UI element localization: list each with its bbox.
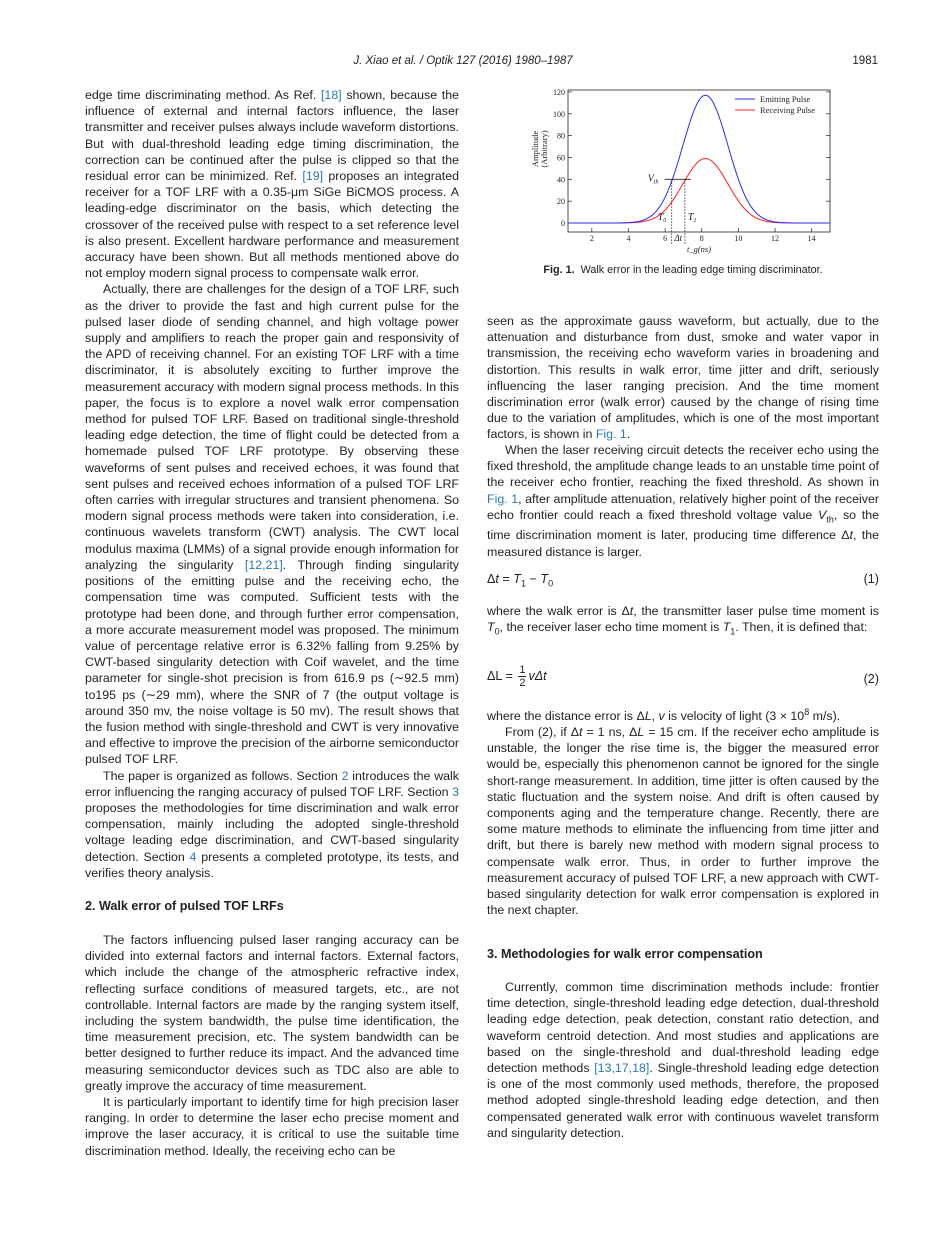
paragraph bbox=[85, 87, 459, 281]
paragraph bbox=[85, 932, 459, 1094]
text-run: edge time discriminating method. As Ref. bbox=[85, 88, 321, 102]
equation-1-body bbox=[487, 572, 554, 589]
equation-2-fraction bbox=[518, 664, 526, 689]
legend-label: Receiving Pulse bbox=[760, 105, 816, 115]
y-tick-label: 100 bbox=[553, 109, 565, 119]
math-subscript: 0 bbox=[548, 578, 554, 589]
math-italic: L bbox=[637, 725, 645, 739]
left-column-intro bbox=[85, 87, 459, 881]
text-run: = bbox=[498, 572, 514, 586]
paragraph bbox=[487, 724, 879, 918]
x-tick-label: 4 bbox=[626, 234, 631, 243]
text-run: When the laser receiving circuit detects the receiver echo using the fixed threshold, the amplitude change leads to an unstable time point of the receiver echo frontier, reaching the fixed threshold. As shown in bbox=[487, 443, 879, 490]
y-axis-label: Amplitude(Arbitrary) bbox=[530, 130, 549, 168]
math-italic: T bbox=[513, 572, 521, 586]
reference-link[interactable]: 4 bbox=[189, 849, 197, 864]
reference-link[interactable]: 2 bbox=[341, 768, 349, 783]
text-run: shown, because the influence of external and internal factors influence, the laser transmitter and receiver pulses always include waveform distortions. But with dual-threshold leading edge timing discrimination, the correction can be continued after the pulse is clipped so that the residual error can be minimized. Ref. bbox=[85, 88, 459, 184]
math-subscript: 1 bbox=[730, 626, 736, 637]
reference-link[interactable]: [19] bbox=[302, 169, 324, 184]
equation-2-number: (2) bbox=[863, 672, 879, 686]
equation-1-number: (1) bbox=[863, 572, 879, 586]
math-italic: t bbox=[849, 528, 853, 543]
text-run: proposes an integrated receiver for a TOF LRF with a 0.35-μm SiGe BiCMOS process. A leading-edge discriminator on the basis, which detecting the crossover of the received pulse with respect to a set reference level is also present. Excellent hardware performance and measurement accuracy have been shown. But all methods mentioned above do not employ modern signal process to compensate walk error. bbox=[85, 169, 459, 281]
paragraph bbox=[487, 442, 879, 560]
reference-link[interactable]: [13,17,18] bbox=[594, 1061, 650, 1076]
text-run: − bbox=[526, 572, 541, 586]
figure-1-chart bbox=[520, 80, 840, 260]
y-tick-label: 0 bbox=[561, 219, 565, 228]
text-run: The paper is organized as follows. Section bbox=[103, 768, 342, 783]
text-run: = 1 ns, Δ bbox=[582, 725, 638, 739]
reference-link[interactable]: 3 bbox=[452, 784, 459, 799]
text-run: introduces the walk error influencing the ranging accuracy of pulsed TOF LRF. Section bbox=[85, 768, 459, 799]
math-italic: t bbox=[629, 604, 634, 618]
text-run: proposes the methodologies for time discrimination and walk error compensation, mainly including the adopted single-threshold voltage leading edge discrimination, and CWT-based singularity detection. Section bbox=[85, 800, 459, 864]
t0-label: $T_0$ bbox=[657, 212, 667, 224]
math-italic: L bbox=[644, 709, 652, 723]
paragraph bbox=[487, 603, 879, 640]
math-italic: T bbox=[487, 620, 495, 635]
t1-label: $T_1$ bbox=[687, 212, 697, 224]
math-italic: t bbox=[495, 572, 499, 586]
right-paragraph-1 bbox=[487, 313, 879, 443]
text-run: . Then, it is defined that: bbox=[735, 620, 868, 635]
paragraph bbox=[85, 1094, 459, 1159]
text-run: where the walk error is Δ bbox=[487, 604, 630, 618]
x-tick-label: 8 bbox=[699, 234, 704, 243]
text-run: m/s). bbox=[809, 709, 841, 723]
right-paragraph-2 bbox=[487, 442, 879, 560]
text-run: . Single-threshold leading edge detection is one of the most commonly used methods, therefore, the proposed method adopted single-threshold leading edge detection, and then compensated generated walk error with continuous wavelet transform and singularity detection. bbox=[487, 1061, 879, 1140]
fraction-numerator: 1 bbox=[519, 664, 526, 676]
text-run: From (2), if Δ bbox=[505, 725, 579, 739]
left-column-section-2 bbox=[85, 932, 459, 1159]
right-paragraph-6 bbox=[487, 979, 879, 1141]
y-tick-label: 40 bbox=[557, 175, 565, 185]
vth-label: $V_{th}$ bbox=[647, 173, 659, 186]
math-subscript: th bbox=[826, 514, 834, 525]
y-tick-label: 20 bbox=[557, 197, 565, 207]
fraction-denominator: 2 bbox=[519, 677, 526, 689]
equation-2-rhs: vΔt bbox=[528, 668, 547, 683]
x-axis-label: t_g(ns) bbox=[686, 244, 712, 254]
paragraph bbox=[487, 313, 879, 443]
figure-caption bbox=[487, 264, 879, 276]
y-tick-label: 60 bbox=[557, 153, 565, 163]
delta-t-label: Δt bbox=[674, 233, 683, 243]
caption-text: Walk error in the leading edge timing discriminator. bbox=[580, 264, 823, 276]
text-run: Δ bbox=[487, 572, 496, 586]
text-run: Currently, common time discrimination methods include: frontier time detection, single-threshold leading edge detection, dual-threshold leading edge detection, peak detection, constant ratio detection, and waveform centroid detection. And most studies and applications are based on the single-threshold and dual-threshold leading edge detection methods bbox=[487, 980, 879, 1076]
math-italic: v bbox=[658, 709, 665, 723]
text-run: , bbox=[651, 709, 659, 723]
text-run: presents a completed prototype, its tests, and verifies theory analysis. bbox=[85, 849, 459, 880]
right-paragraph-5 bbox=[487, 724, 879, 918]
x-tick-label: 12 bbox=[771, 234, 780, 243]
reference-link[interactable]: [12,21] bbox=[244, 557, 283, 572]
math-italic: T bbox=[540, 572, 549, 586]
text-run: , the receiver laser echo time moment is bbox=[499, 620, 723, 635]
math-superscript: 8 bbox=[804, 706, 810, 717]
page-number: 1981 bbox=[852, 55, 878, 67]
x-tick-label: 14 bbox=[807, 234, 816, 243]
text-run: = 15 cm. If the receiver echo amplitude is unstable, the longer the rise time is, the bigger the measured error would be, especially this phenomenon cannot be ignored for the single short-range measurement. In addition, time jitter is often caused by the static fluctuation and the system noise. And drift is often caused by components aging and the temperature change. Recently, there are some mature methods to eliminate the influencing from time jitter and drift, but there is barely new method with modern signal process to compensate walk error. Thus, in order to further improve the measurement accuracy of pulsed TOF LRF, a new approach with CWT-based singularity detection for walk error compensation is explored in the next chapter. bbox=[487, 725, 880, 918]
text-run: , so the time discrimination moment is later, producing time difference Δ bbox=[487, 507, 879, 543]
equation-2 bbox=[487, 664, 879, 689]
text-run: seen as the approximate gauss waveform, but actually, due to the attenuation and disturbance from dust, smoke and water vapor in transmission, the receiving echo waveform varies in broadening and distortion. This results in walk error, time jitter and drift, seriously influencing the laser ranging precision. And the time moment discrimination error (walk error) caused by the change of rising time due to the variation of amplitudes, which is one of the most important factors, is shown in bbox=[487, 314, 879, 442]
math-italic: V bbox=[818, 507, 827, 522]
section-3-heading: 3. Methodologies for walk error compensation bbox=[487, 947, 763, 961]
series-line-receiving-pulse bbox=[568, 159, 830, 223]
paragraph bbox=[85, 768, 459, 881]
text-run: , the transmitter laser pulse time moment is bbox=[633, 604, 879, 618]
text-run: , the measured distance is larger. bbox=[487, 528, 879, 559]
text-run: where the distance error is Δ bbox=[487, 709, 645, 723]
equation-1 bbox=[487, 572, 879, 589]
reference-link[interactable]: [18] bbox=[320, 88, 342, 102]
math-subscript: 0 bbox=[494, 626, 500, 637]
math-italic: t bbox=[578, 725, 583, 739]
x-tick-label: 10 bbox=[734, 234, 743, 243]
x-tick-label: 2 bbox=[589, 234, 594, 243]
paragraph bbox=[85, 281, 459, 767]
reference-link[interactable]: Fig. 1 bbox=[487, 491, 519, 506]
equation-2-lhs: ΔL = bbox=[487, 668, 517, 683]
math-subscript: 1 bbox=[520, 578, 526, 589]
text-run: The factors influencing pulsed laser ranging accuracy can be divided into external factors and internal factors. External factors, which include the change of the atmospheric refractive index, reflecting surface conditions of measured targets, etc., are not controllable. Internal factors are made by the ranging system itself, including the system bandwidth, the pulse time identification, the time measurement precision, etc. The system bandwidth can be better designed to further reduce its impact. And the advanced time measuring semiconductor devices such as TDC also are able to greatly improve the accuracy of time measurement. bbox=[85, 933, 459, 1093]
right-paragraph-4 bbox=[487, 708, 879, 724]
y-tick-label: 120 bbox=[553, 87, 565, 97]
paragraph bbox=[487, 979, 879, 1141]
text-run: It is particularly important to identify time for high precision laser ranging. In order to determine the laser echo precise moment and improve the laser accuracy, it is critical to use the suitable time discrimination method. Ideally, the receiving echo can be bbox=[85, 1095, 459, 1158]
paragraph bbox=[487, 708, 879, 724]
y-tick-label: 80 bbox=[557, 131, 565, 141]
legend-label: Emitting Pulse bbox=[760, 94, 811, 104]
caption-label: Fig. 1. bbox=[543, 264, 575, 276]
text-run: . Through finding singularity positions of the emitting pulse and the receiving echo, the compensation time was computed. Sufficient tests with the prototype had been done, and through further error compensation, a more accurate measurement model was proposed. The minimum value of percentage relative error is 6.32% falling from 9.25% by CWT-based singularity detection with Coif wavelet, and the time parameter for single-shot precision is from 616.9 ps (∼92.5 mm) to195 ps (∼29 mm), where the SNR of 7 (the output voltage is around 350 mv, the noise voltage is 50 mv). The result shows that the fusion method with single-threshold and CWT is very innovative and effective to improve the precision of the airborne semiconductor pulsed TOF LRF. bbox=[85, 557, 459, 767]
text-run: is velocity of light (3 × 10 bbox=[664, 709, 805, 723]
math-italic: T bbox=[722, 620, 731, 635]
text-run: Actually, there are challenges for the design of a TOF LRF, such as the driver to provide the fast and high current pulse for the pulsed laser diode of sending channel, and high voltage power supply and amplifiers to reach the proper gain and responsivity of the APD of receiving channel. For an existing TOF LRF with a time discriminator, it is absolutely exciting to further improve the measurement accuracy with modern signal process methods. In this paper, the focus is to explore a novel walk error compensation method for pulsed TOF LRF. Based on traditional single-threshold leading edge detection, the time of flight could be detected from a homemade pulsed TOF LRF prototype. By observing these waveforms of sent pulses and received echoes, it was found that sent pulses and received echoes information of a pulsed TOF LRF often carries with irregular structures and transient phenomena. So modern signal process methods were taken into consideration, i.e. continuous wavelets transform (CWT) analysis. The CWT local modulus maxima (LMMs) of a signal provide enough information for analyzing the singularity bbox=[85, 282, 459, 572]
running-header: J. Xiao et al. / Optik 127 (2016) 1980–1987 bbox=[353, 55, 573, 67]
section-2-heading: 2. Walk error of pulsed TOF LRFs bbox=[85, 899, 284, 913]
text-run: . bbox=[626, 427, 631, 442]
text-run: , after amplitude attenuation, relatively higher point of the receiver echo frontier could reach a fixed threshold voltage value bbox=[487, 491, 879, 522]
x-tick-label: 6 bbox=[663, 234, 668, 243]
reference-link[interactable]: Fig. 1 bbox=[595, 427, 627, 442]
right-paragraph-3 bbox=[487, 603, 879, 640]
